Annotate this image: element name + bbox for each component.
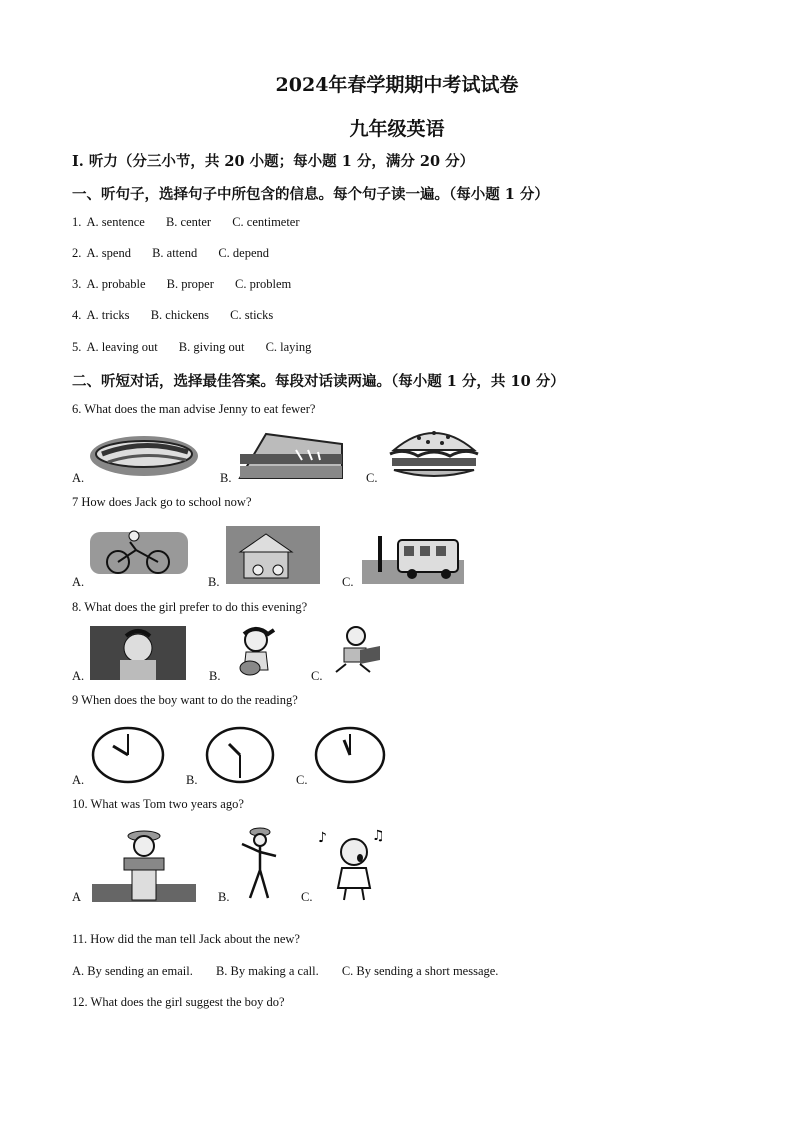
- question-number: 5.: [72, 340, 82, 354]
- bicycle-icon: [90, 528, 188, 576]
- question-4: [72, 308, 273, 323]
- option-b: B. By making a call.: [215, 964, 319, 978]
- section-heading-2: 二、听短对话，选择最佳答案。每段对话读两遍。（每小题 1 分，共 10 分）: [72, 373, 565, 390]
- option-a: A. probable: [86, 277, 146, 291]
- option-a-label: A.: [72, 471, 85, 485]
- option-c: C. sticks: [230, 308, 274, 322]
- dancer-icon: [236, 826, 280, 902]
- option-b-label: B.: [218, 890, 230, 904]
- option-c-label: C.: [311, 669, 323, 683]
- option-c-label: C.: [296, 773, 308, 787]
- farmer-icon: [92, 826, 196, 904]
- option-c: C. laying: [265, 340, 312, 354]
- reading-icon: [330, 624, 384, 676]
- option-b-label: B.: [220, 471, 232, 485]
- question-number: 1.: [72, 215, 82, 229]
- option-b: B. proper: [166, 277, 214, 291]
- option-b-label: B.: [209, 669, 221, 683]
- part-heading: I. 听力（分三小节，共 20 小题；每小题 1 分，满分 20 分）: [72, 153, 475, 170]
- page-title: 2024年春学期期中考试试卷: [275, 74, 519, 96]
- option-c: C. centimeter: [232, 215, 300, 229]
- question-10: 10. What was Tom two years ago?: [72, 797, 244, 811]
- question-7: 7 How does Jack go to school now?: [72, 495, 252, 509]
- question-11-options: [72, 964, 498, 979]
- bus-icon: [362, 530, 464, 584]
- hotdog-icon: [88, 428, 200, 480]
- option-b-label: B.: [208, 575, 220, 589]
- question-12: 12. What does the girl suggest the boy do?: [72, 995, 285, 1009]
- question-6: 6. What does the man advise Jenny to eat fewer?: [72, 402, 316, 416]
- option-a: A. tricks: [86, 308, 130, 322]
- option-b-label: B.: [186, 773, 198, 787]
- option-a: A. spend: [86, 246, 131, 260]
- option-a: A. sentence: [86, 215, 145, 229]
- walking-icon: [226, 526, 320, 584]
- clock-icon: [91, 726, 165, 784]
- option-b: B. attend: [152, 246, 198, 260]
- section-heading-1: 一、听句子，选择句子中所包含的信息。每个句子读一遍。（每小题 1 分）: [72, 186, 549, 203]
- page-subtitle: 九年级英语: [349, 118, 445, 140]
- option-a: A. By sending an email.: [72, 964, 193, 978]
- sandwich-icon: [236, 430, 346, 482]
- question-8: 8. What does the girl prefer to do this evening?: [72, 600, 308, 614]
- option-b: B. chickens: [150, 308, 210, 322]
- question-9: 9 When does the boy want to do the reading?: [72, 693, 298, 707]
- option-c: C. depend: [218, 246, 270, 260]
- watching-tv-icon: [90, 626, 186, 680]
- hamburger-icon: [384, 422, 484, 482]
- option-c-label: C.: [366, 471, 378, 485]
- clock-icon: [205, 726, 275, 784]
- question-11: 11. How did the man tell Jack about the new?: [72, 932, 300, 946]
- option-a-label: A: [72, 890, 82, 904]
- option-a-label: A.: [72, 575, 85, 589]
- svg-text:♫: ♫: [372, 828, 385, 844]
- clock-icon: [314, 726, 386, 784]
- option-c-label: C.: [342, 575, 354, 589]
- option-a-label: A.: [72, 669, 85, 683]
- option-c-label: C.: [301, 890, 313, 904]
- option-c: C. By sending a short message.: [341, 964, 499, 978]
- option-b: B. giving out: [178, 340, 245, 354]
- singer-icon: [316, 828, 390, 902]
- question-5: [72, 340, 311, 355]
- option-b: B. center: [165, 215, 212, 229]
- question-number: 2.: [72, 246, 82, 260]
- question-1: [72, 215, 300, 230]
- option-c: C. problem: [234, 277, 292, 291]
- option-a-label: A.: [72, 773, 85, 787]
- question-3: [72, 277, 291, 292]
- question-number: 4.: [72, 308, 82, 322]
- option-a: A. leaving out: [86, 340, 158, 354]
- question-2: [72, 246, 269, 261]
- svg-text:♪: ♪: [318, 830, 327, 846]
- question-number: 3.: [72, 277, 82, 291]
- playing-guitar-icon: [228, 626, 290, 680]
